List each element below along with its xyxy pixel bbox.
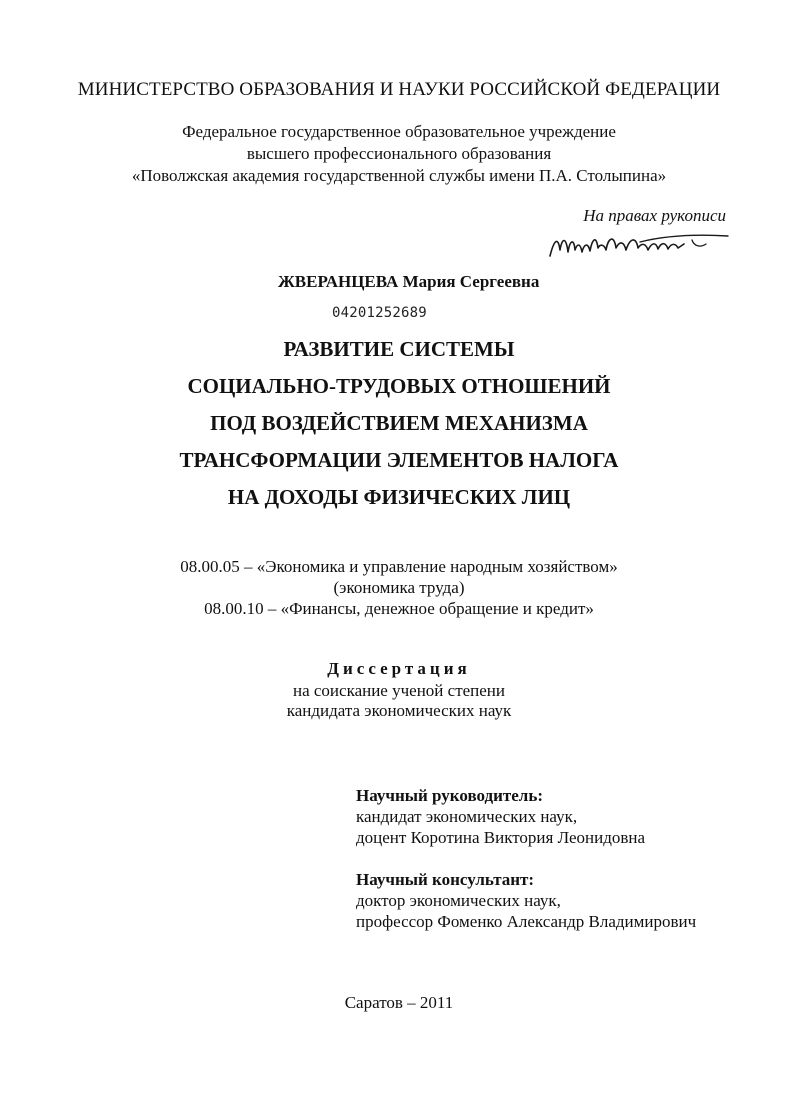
institution-line: «Поволжская академия государственной службы имени П.А. Столыпина» [131, 166, 667, 185]
specialty-line: (экономика труда) [333, 578, 465, 597]
title-line: СОЦИАЛЬНО-ТРУДОВЫХ ОТНОШЕНИЙ [187, 374, 611, 398]
title-line: РАЗВИТИЕ СИСТЕМЫ [283, 337, 515, 361]
manuscript-rights-note: На правах рукописи [583, 206, 726, 225]
institution-line: Федеральное государственное образовательное учреждение [182, 122, 616, 141]
supervisor-role: Научный руководитель: [356, 786, 543, 805]
specialty-line: 08.00.10 – «Финансы, денежное обращение и кредит» [204, 599, 594, 618]
dissertation-title [0, 331, 798, 516]
handwritten-signature [544, 226, 734, 266]
institution-block [0, 121, 798, 187]
consultant-degree: доктор экономических наук, [356, 891, 561, 910]
author-surname: ЖВЕРАНЦЕВА [278, 272, 399, 291]
consultant-block [356, 869, 696, 932]
institution-line: высшего профессионального образования [246, 144, 552, 163]
degree-sought [0, 681, 798, 721]
specialty-codes [0, 556, 798, 619]
consultant-role: Научный консультант: [356, 870, 535, 889]
degree-line: кандидата экономических наук [286, 701, 512, 720]
supervisor-block [356, 785, 645, 848]
title-line: ПОД ВОЗДЕЙСТВИЕМ МЕХАНИЗМА [210, 411, 588, 435]
city-year: Саратов – 2011 [344, 993, 454, 1012]
ministry-heading: МИНИСТЕРСТВО ОБРАЗОВАНИЯ И НАУКИ РОССИЙСКОЙ ФЕДЕРАЦИИ [77, 79, 721, 100]
consultant-name: профессор Фоменко Александр Владимирович [356, 912, 697, 931]
title-line: ТРАНСФОРМАЦИИ ЭЛЕМЕНТОВ НАЛОГА [179, 448, 619, 472]
degree-line: на соискание ученой степени [292, 681, 506, 700]
author-given-names: Мария Сергеевна [402, 272, 540, 291]
stamp-number: 04201252689 [332, 305, 427, 321]
supervisor-degree: кандидат экономических наук, [356, 807, 578, 826]
title-line: НА ДОХОДЫ ФИЗИЧЕСКИХ ЛИЦ [227, 485, 571, 509]
supervisor-name: доцент Коротина Виктория Леонидовна [356, 828, 646, 847]
specialty-line: 08.00.05 – «Экономика и управление народным хозяйством» [180, 557, 618, 576]
dissertation-label: Диссертация [327, 659, 471, 678]
author-name [278, 272, 539, 292]
